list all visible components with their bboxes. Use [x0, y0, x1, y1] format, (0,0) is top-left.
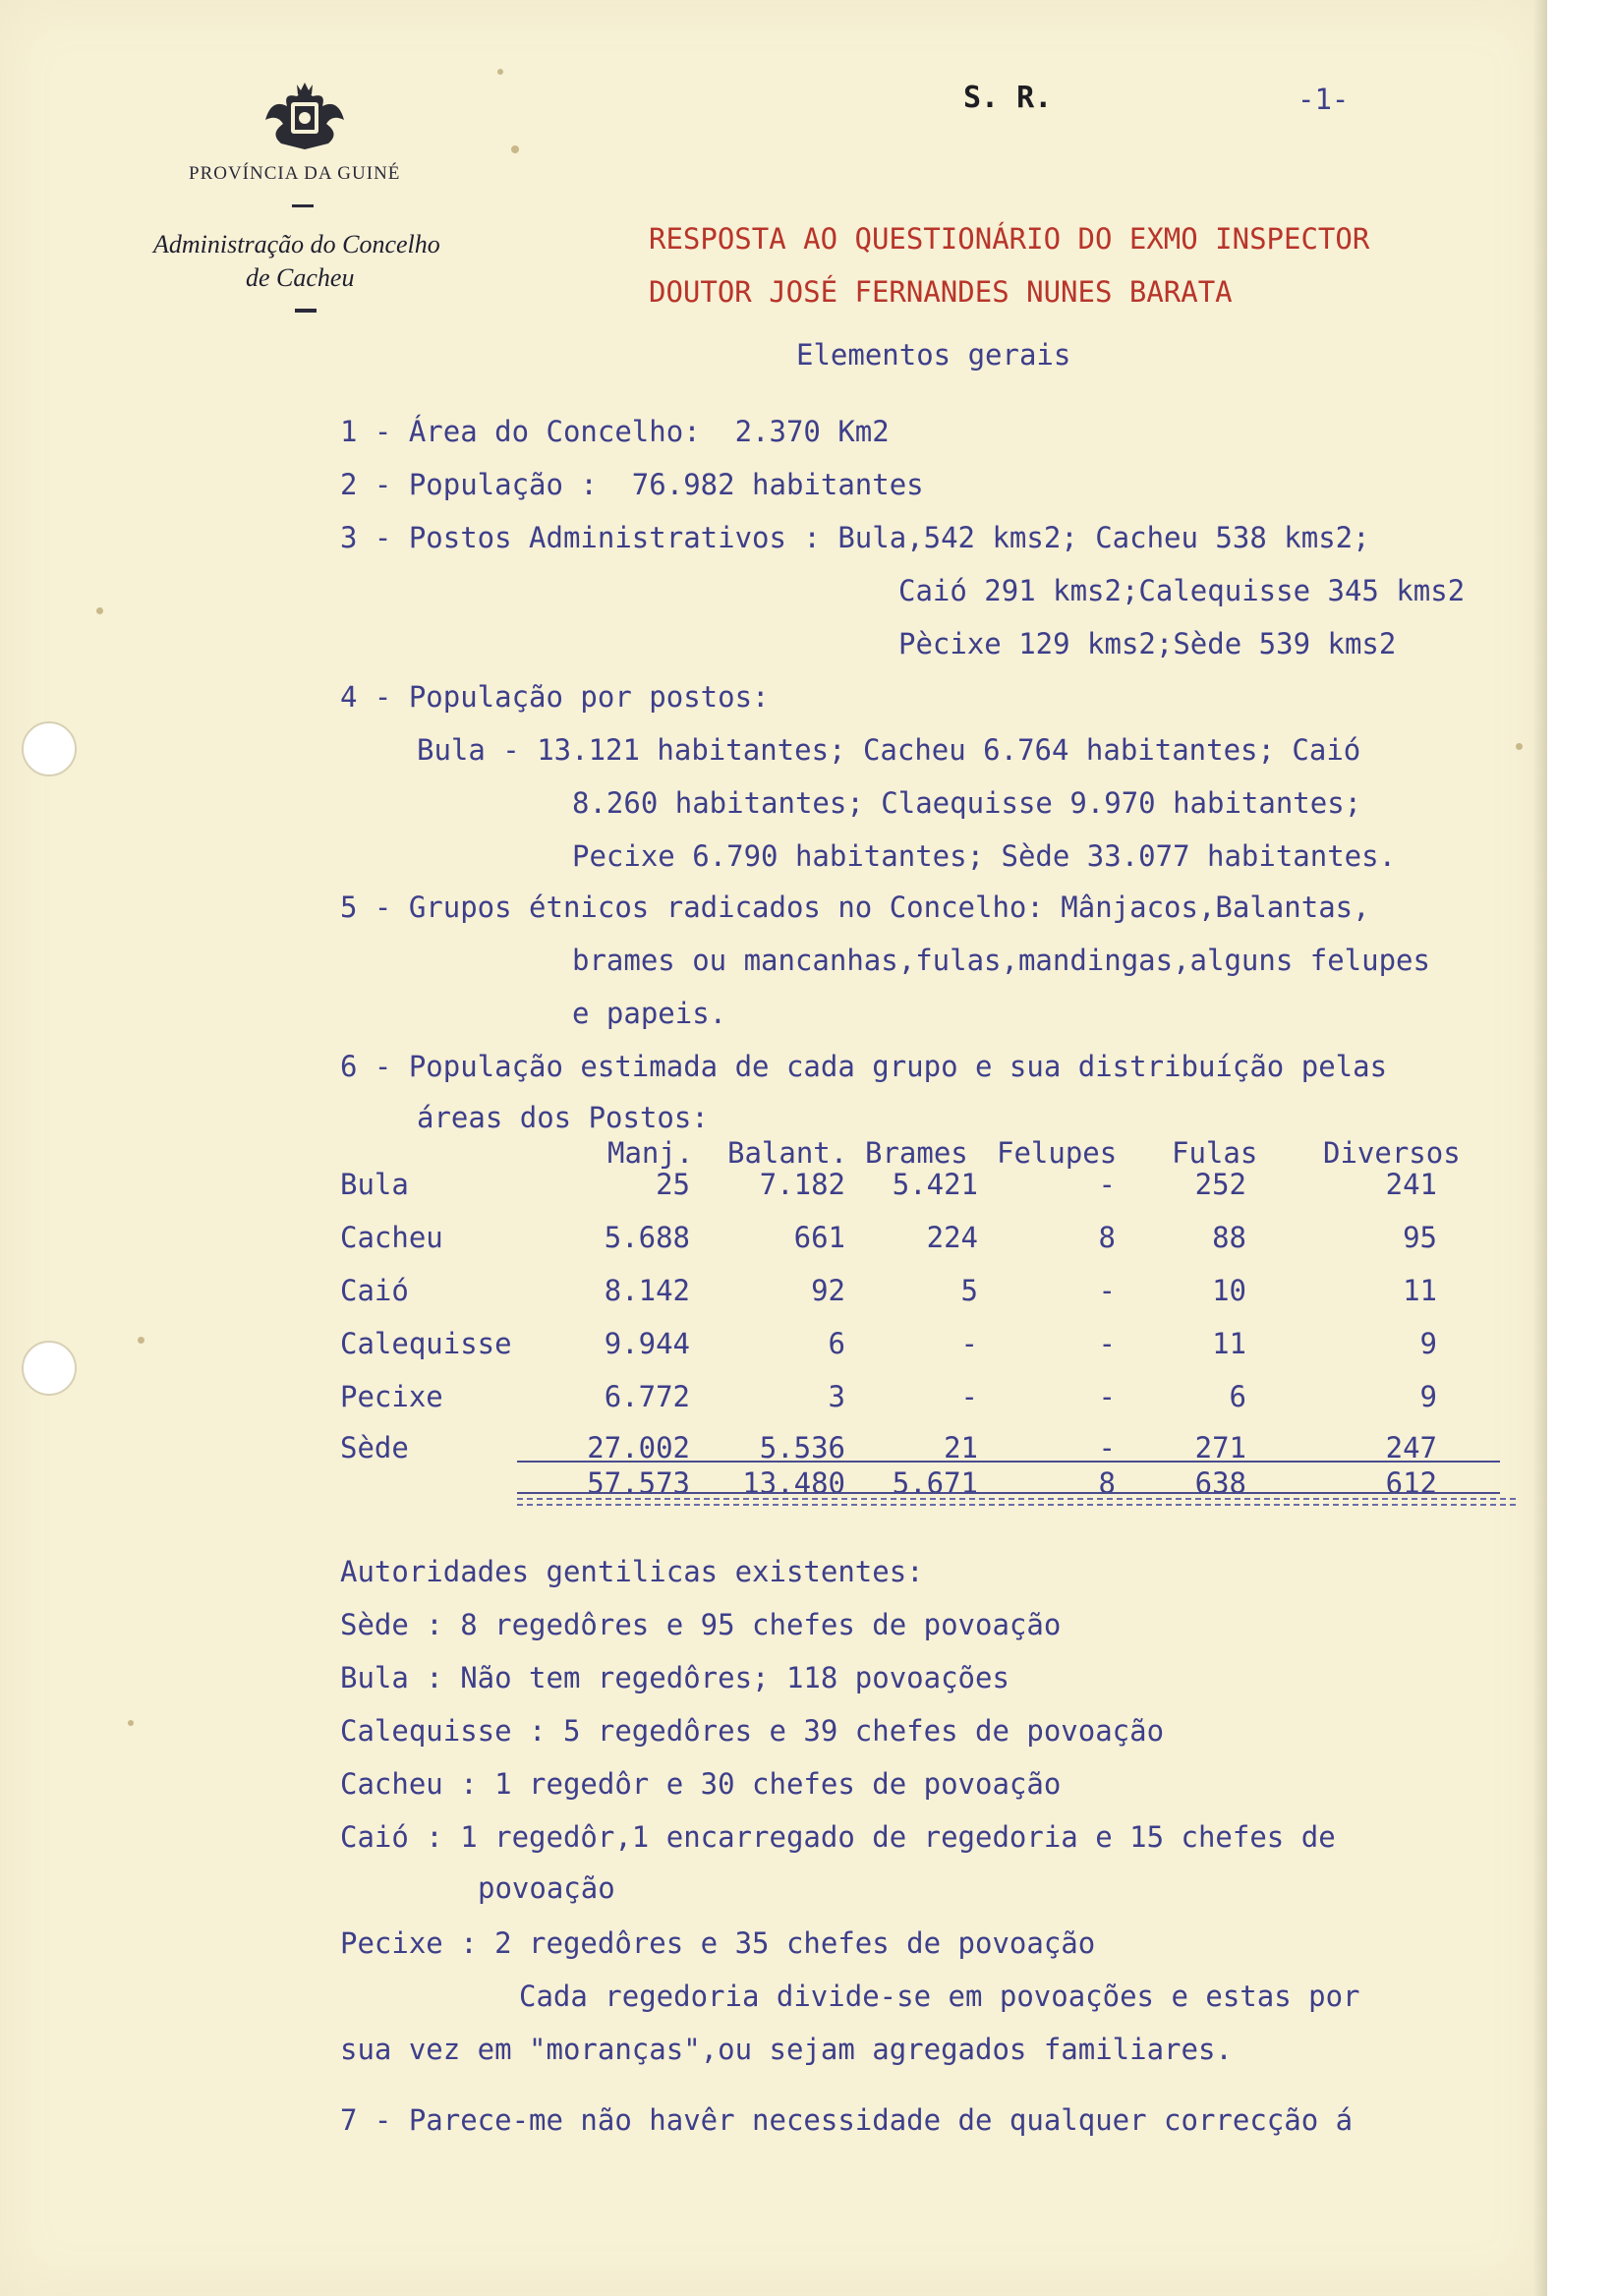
col-header-balant: Balant.: [727, 1136, 848, 1170]
item-7: 7 - Parece-me não havêr necessidade de qualquer correcção á: [340, 2103, 1354, 2137]
authorities-line: Calequisse : 5 regedôres e 39 chefes de povoação: [340, 1714, 1165, 1748]
table-cell: -: [960, 1327, 978, 1360]
total-cell: 57.573: [587, 1466, 690, 1500]
table-cell: 7.182: [759, 1168, 845, 1201]
paper-speck: [511, 145, 519, 153]
table-cell: 88: [1212, 1221, 1246, 1254]
paper-speck: [138, 1337, 144, 1344]
document-title-line2: DOUTOR JOSÉ FERNANDES NUNES BARATA: [649, 275, 1233, 309]
total-cell: 13.480: [742, 1466, 845, 1500]
table-cell: 27.002: [587, 1431, 690, 1464]
total-cell: 638: [1194, 1466, 1246, 1500]
table-double-rule: [517, 1498, 1516, 1500]
section-subtitle: Elementos gerais: [796, 338, 1071, 372]
table-cell: 21: [944, 1431, 978, 1464]
total-cell: 8: [1098, 1466, 1116, 1500]
table-cell: 5.421: [892, 1168, 978, 1201]
table-cell: 6: [828, 1327, 845, 1360]
coat-of-arms-emblem: [258, 81, 352, 155]
table-cell: 252: [1194, 1168, 1246, 1201]
table-cell: 5.688: [604, 1221, 690, 1254]
punch-hole-bottom: [22, 1341, 77, 1396]
row-post-name: Cacheu: [340, 1221, 443, 1254]
table-cell: 6: [1229, 1380, 1246, 1413]
table-total-underline: [517, 1492, 1500, 1494]
col-header-fulas: Fulas: [1172, 1136, 1258, 1170]
page-number: -1-: [1298, 83, 1350, 116]
paper-speck: [1516, 743, 1523, 750]
authorities-line: povoação: [478, 1871, 615, 1905]
table-cell: 9: [1419, 1327, 1437, 1360]
item-3-posts: 3 - Postos Administrativos : Bula,542 kms2; Cacheu 538 kms2;: [340, 521, 1370, 554]
punch-hole-top: [22, 721, 77, 776]
table-cell: -: [1098, 1380, 1116, 1413]
authorities-line: Cacheu : 1 regedôr e 30 chefes de povoação: [340, 1767, 1062, 1801]
table-cell: 241: [1385, 1168, 1437, 1201]
col-header-felupes: Felupes: [997, 1136, 1118, 1170]
item-5-ethnic-groups: 5 - Grupos étnicos radicados no Concelho: Mânjacos,Balantas,: [340, 890, 1370, 924]
item-4-line: Pecixe 6.790 habitantes; Sède 33.077 habitantes.: [572, 839, 1397, 873]
item-6-line: áreas dos Postos:: [417, 1101, 709, 1134]
paper-speck: [128, 1720, 134, 1726]
item-5-line: e papeis.: [572, 997, 727, 1030]
table-cell: 5: [960, 1274, 978, 1307]
paper-speck: [497, 69, 503, 75]
table-cell: 5.536: [759, 1431, 845, 1464]
table-cell: 95: [1403, 1221, 1437, 1254]
authorities-line: Bula : Não tem regedôres; 118 povoações: [340, 1661, 1009, 1694]
item-4-heading: 4 - População por postos:: [340, 680, 770, 714]
total-cell: 5.671: [892, 1466, 978, 1500]
authorities-heading: Autoridades gentilicas existentes:: [340, 1555, 924, 1588]
table-cell: 8: [1098, 1221, 1116, 1254]
table-cell: 224: [926, 1221, 978, 1254]
table-cell: 11: [1403, 1274, 1437, 1307]
administration-line2: de Cacheu: [246, 263, 355, 292]
table-cell: 661: [793, 1221, 845, 1254]
header-divider: [295, 309, 317, 313]
page-edge-shadow: [1533, 0, 1547, 2296]
item-3-posts-cont: Caió 291 kms2;Calequisse 345 kms2: [898, 574, 1466, 607]
item-4-line: 8.260 habitantes; Claequisse 9.970 habitantes;: [572, 786, 1362, 820]
table-cell: -: [1098, 1168, 1116, 1201]
province-name: PROVÍNCIA DA GUINÉ: [189, 163, 401, 184]
table-cell: 8.142: [604, 1274, 690, 1307]
authorities-line: Pecixe : 2 regedôres e 35 chefes de povoação: [340, 1926, 1096, 1960]
table-cell: -: [1098, 1431, 1116, 1464]
table-cell: 92: [811, 1274, 845, 1307]
total-cell: 612: [1385, 1466, 1437, 1500]
paper-speck: [96, 607, 103, 614]
regedoria-paragraph: Cada regedoria divide-se em povoações e estas por: [519, 1980, 1360, 2013]
authorities-line: Caió : 1 regedôr,1 encarregado de regedoria e 15 chefes de: [340, 1820, 1336, 1854]
item-5-line: brames ou mancanhas,fulas,mandingas,alguns felupes: [572, 944, 1430, 977]
row-post-name: Sède: [340, 1431, 409, 1464]
row-post-name: Bula: [340, 1168, 409, 1201]
regedoria-paragraph: sua vez em "moranças",ou sejam agregados familiares.: [340, 2033, 1233, 2066]
item-1-area: 1 - Área do Concelho: 2.370 Km2: [340, 415, 890, 448]
table-cell: 9.944: [604, 1327, 690, 1360]
row-post-name: Caió: [340, 1274, 409, 1307]
table-cell: 3: [828, 1380, 845, 1413]
table-cell: 9: [1419, 1380, 1437, 1413]
table-cell: 271: [1194, 1431, 1246, 1464]
item-6-heading: 6 - População estimada de cada grupo e sua distribuíção pelas: [340, 1050, 1388, 1083]
item-4-line: Bula - 13.121 habitantes; Cacheu 6.764 habitantes; Caió: [417, 733, 1361, 767]
table-double-rule: [517, 1504, 1516, 1506]
table-cell: -: [960, 1380, 978, 1413]
authorities-line: Sède : 8 regedôres e 95 chefes de povoação: [340, 1608, 1062, 1641]
table-sum-underline: [517, 1461, 1500, 1463]
table-cell: 25: [656, 1168, 690, 1201]
item-2-population: 2 - População : 76.982 habitantes: [340, 468, 924, 501]
administration-line1: Administração do Concelho: [153, 230, 440, 258]
col-header-manj: Manj.: [607, 1136, 694, 1170]
row-post-name: Calequisse: [340, 1327, 512, 1360]
table-cell: -: [1098, 1274, 1116, 1307]
table-cell: 10: [1212, 1274, 1246, 1307]
document-title-line1: RESPOSTA AO QUESTIONÁRIO DO EXMO INSPECTOR: [649, 222, 1370, 256]
table-cell: 247: [1385, 1431, 1437, 1464]
table-cell: -: [1098, 1327, 1116, 1360]
table-cell: 6.772: [604, 1380, 690, 1413]
item-3-posts-cont: Pècixe 129 kms2;Sède 539 kms2: [898, 627, 1397, 660]
classification-mark: S. R.: [963, 81, 1053, 115]
col-header-brames: Brames: [865, 1136, 968, 1170]
row-post-name: Pecixe: [340, 1380, 443, 1413]
col-header-diversos: Diversos: [1323, 1136, 1461, 1170]
header-divider: [292, 204, 314, 207]
table-cell: 11: [1212, 1327, 1246, 1360]
